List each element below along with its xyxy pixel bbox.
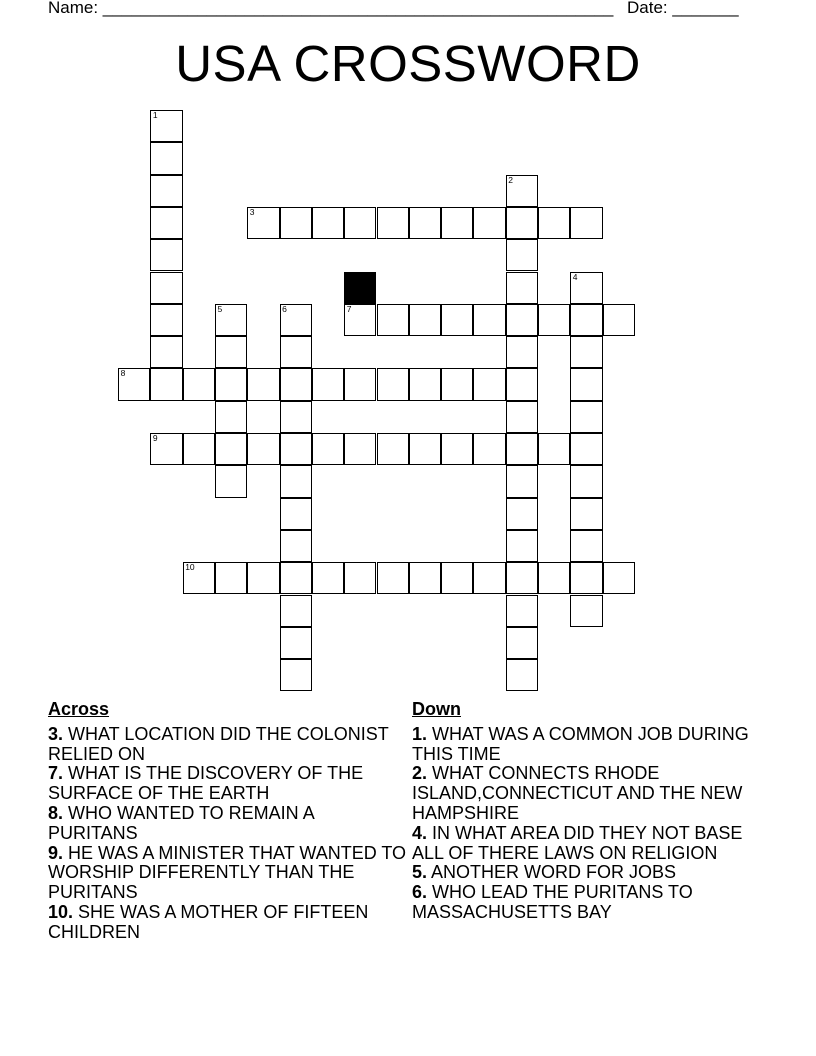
grid-cell[interactable] [215,562,247,594]
across-clue [48,844,408,903]
grid-cell[interactable] [570,530,602,562]
down-clue [412,725,762,765]
across-clue [48,764,408,804]
grid-cell[interactable] [183,433,215,465]
grid-cell[interactable] [215,433,247,465]
grid-cell[interactable] [506,272,538,304]
grid-cell[interactable] [506,595,538,627]
grid-cell[interactable] [312,368,344,400]
grid-cell[interactable] [280,207,312,239]
down-clue [412,764,762,823]
clue-text: WHO LEAD THE PURITANS TO MASSACHUSETTS BAY [412,882,693,922]
grid-cell[interactable] [603,304,635,336]
grid-cell[interactable] [473,562,505,594]
clue-text: WHAT CONNECTS RHODE ISLAND,CONNECTICUT AND THE NEW HAMPSHIRE [412,763,743,823]
grid-cell[interactable] [506,530,538,562]
clue-text: WHAT IS THE DISCOVERY OF THE SURFACE OF THE EARTH [48,763,364,804]
grid-cell[interactable] [344,433,376,465]
grid-cell[interactable] [538,433,570,465]
grid-cell[interactable] [570,562,602,594]
clue-number: 9. [48,842,64,863]
grid-cell[interactable] [280,401,312,433]
grid-cell[interactable] [506,304,538,336]
grid-cell[interactable] [506,175,538,207]
grid-cell[interactable] [118,368,150,400]
grid-cell[interactable] [570,336,602,368]
across-heading: Across [48,699,110,719]
grid-cell[interactable] [506,239,538,271]
grid-cell[interactable] [280,595,312,627]
grid-cell[interactable] [150,433,182,465]
grid-cell[interactable] [409,207,441,239]
grid-cell[interactable] [473,368,505,400]
grid-cell[interactable] [344,562,376,594]
clue-text: ANOTHER WORD FOR JOBS [427,862,677,883]
grid-cell[interactable] [280,336,312,368]
grid-cell[interactable] [441,433,473,465]
grid-cell[interactable] [409,562,441,594]
grid-cell[interactable] [409,368,441,400]
grid-cell[interactable] [538,304,570,336]
grid-cell[interactable] [280,530,312,562]
grid-cell[interactable] [247,207,279,239]
across-clue [48,903,408,943]
grid-cell[interactable] [570,304,602,336]
grid-cell[interactable] [215,401,247,433]
clue-number: 8. [48,802,64,823]
grid-cell[interactable] [150,239,182,271]
grid-cell[interactable] [570,272,602,304]
grid-cell[interactable] [570,368,602,400]
grid-cell[interactable] [409,304,441,336]
clue-number-label: 6 [282,303,287,314]
blocked-cell [344,272,376,304]
grid-cell[interactable] [377,433,409,465]
grid-cell[interactable] [183,368,215,400]
clue-number-label: 7 [346,303,352,314]
grid-cell[interactable] [215,336,247,368]
across-clue [48,725,408,765]
grid-cell[interactable] [344,368,376,400]
clue-number: 10. [48,901,74,922]
grid-cell[interactable] [280,659,312,691]
grid-cell[interactable] [280,433,312,465]
grid-cell[interactable] [570,207,602,239]
clue-number-label: 2 [508,174,513,185]
across-clue [48,804,408,844]
grid-cell[interactable] [506,401,538,433]
clue-text: IN WHAT AREA DID THEY NOT BASE ALL OF THERE LAWS ON RELIGION [412,822,743,863]
clue-text: SHE WAS A MOTHER OF FIFTEEN CHILDREN [48,901,369,942]
grid-cell[interactable] [247,433,279,465]
grid-cell[interactable] [183,562,215,594]
page-title: USA CROSSWORD [175,35,641,92]
grid-cell[interactable] [377,304,409,336]
grid-cell[interactable] [506,659,538,691]
date-field[interactable]: Date: _______ [627,0,739,17]
clue-number-label: 5 [217,303,223,314]
clue-number: 6. [412,882,428,903]
clue-text: WHAT LOCATION DID THE COLONIST RELIED ON [48,723,389,764]
clue-text: WHAT WAS A COMMON JOB DURING THIS TIME [412,723,749,764]
grid-cell[interactable] [473,304,505,336]
clue-number-label: 10 [185,562,195,573]
grid-cell[interactable] [473,433,505,465]
grid-cell[interactable] [570,465,602,497]
grid-cell[interactable] [312,433,344,465]
grid-cell[interactable] [538,562,570,594]
grid-cell[interactable] [506,498,538,530]
grid-cell[interactable] [538,207,570,239]
clue-number: 3. [48,723,64,744]
grid-cell[interactable] [150,368,182,400]
clue-number: 2. [412,763,428,784]
grid-cell[interactable] [570,595,602,627]
name-field[interactable]: Name: ______________________________________________________ [48,0,614,17]
grid-cell[interactable] [506,336,538,368]
grid-cell[interactable] [473,207,505,239]
grid-cell[interactable] [506,562,538,594]
grid-cell[interactable] [280,304,312,336]
grid-cell[interactable] [377,207,409,239]
grid-cell[interactable] [150,336,182,368]
grid-cell[interactable] [570,401,602,433]
grid-cell[interactable] [506,433,538,465]
grid-cell[interactable] [215,304,247,336]
grid-cell[interactable] [215,465,247,497]
down-clue [412,863,762,883]
clue-number-label: 9 [152,433,158,443]
grid-cell[interactable] [570,433,602,465]
across-clues [48,700,408,943]
grid-cell[interactable] [409,433,441,465]
clue-number: 4. [412,822,428,843]
grid-cell[interactable] [441,207,473,239]
grid-cell[interactable] [506,207,538,239]
clue-number-label: 3 [249,206,255,217]
grid-cell[interactable] [150,272,182,304]
grid-cell[interactable] [312,562,344,594]
clue-number: 1. [412,723,428,744]
grid-cell[interactable] [280,627,312,659]
grid-cell[interactable] [344,304,376,336]
grid-cell[interactable] [150,304,182,336]
grid-cell[interactable] [280,465,312,497]
grid-cell[interactable] [441,562,473,594]
grid-cell[interactable] [506,368,538,400]
grid-cell[interactable] [441,368,473,400]
clue-number-label: 1 [152,110,158,120]
grid-cell[interactable] [377,562,409,594]
grid-cell[interactable] [247,368,279,400]
grid-cell[interactable] [150,110,182,142]
clue-number: 7. [48,763,64,784]
grid-cell[interactable] [377,368,409,400]
grid-cell[interactable] [280,498,312,530]
clue-number-label: 4 [572,271,578,282]
grid-cell[interactable] [280,562,312,594]
down-clue [412,883,762,923]
down-clues [412,700,762,923]
grid-cell[interactable] [312,207,344,239]
clue-number-label: 8 [120,368,126,379]
grid-cell[interactable] [247,562,279,594]
grid-cell[interactable] [150,175,182,207]
grid-cell[interactable] [570,498,602,530]
grid-cell[interactable] [506,465,538,497]
grid-cell[interactable] [215,368,247,400]
down-clue [412,824,762,864]
clue-text: HE WAS A MINISTER THAT WANTED TO WORSHIP DIFFERENTLY THAN THE PURITANS [48,842,407,903]
grid-cell[interactable] [150,142,182,174]
clue-number: 5. [412,862,428,883]
grid-cell[interactable] [150,207,182,239]
grid-cell[interactable] [506,627,538,659]
clue-text: WHO WANTED TO REMAIN A PURITANS [48,802,314,843]
grid-cell[interactable] [603,562,635,594]
grid-cell[interactable] [441,304,473,336]
grid-cell[interactable] [344,207,376,239]
down-heading: Down [412,699,461,719]
grid-cell[interactable] [280,368,312,400]
